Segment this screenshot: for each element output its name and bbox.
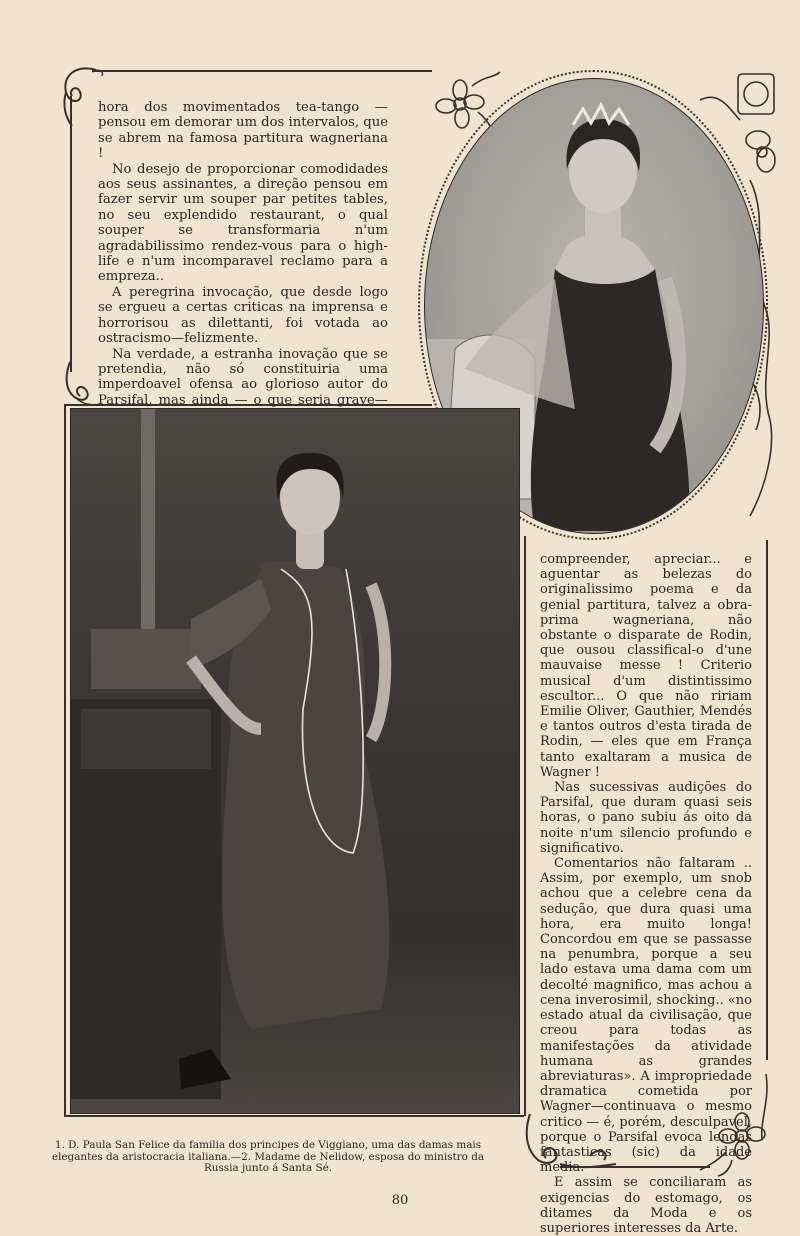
scroll-ornament-bottom-left-icon <box>62 360 102 410</box>
article-paragraph: Nas sucessivas audições do Parsifal, que duram quasi seis horas, o pano subiu ás oito da noite n'um silencio profundo e significativo. <box>540 780 752 856</box>
article-paragraph: Na verdade, a estranha inovação que se pretendia, não só constituiria uma imperdoavel ofensa ao glorioso autor do Parsifal, mas ainda — o que seria grave— <box>98 346 388 408</box>
standing-woman-figure-icon <box>71 409 519 1113</box>
article-paragraph: hora dos movimentados tea-tango — pensou em demorar um dos intervalos, que se abrem na famosa partitura wagneriana ! <box>98 100 388 162</box>
article-paragraph: compreender, apreciar... e aguentar as belezas do originalissimo poema e da genial partitura, talvez a obra-prima wagneriana, não obstante o disparate de Rodin, que ousou classifical-o d'une mauvaise messe ! Criterio musical d'um distintissimo escultor... O que não ririam Emilie Oliver, Gauthier, Mendés e tantos outros d'esta tirada de Rodin, — eles que em França tanto exaltaram a musica de Wagner ! <box>540 552 752 780</box>
frame-top-rule <box>92 70 432 72</box>
frame-right-col-right-rule <box>766 540 768 1060</box>
article-column-right <box>540 552 752 1236</box>
frame-photo-left-rule <box>64 404 66 1116</box>
frame-photo-bottom-rule <box>64 1115 524 1117</box>
page-number: 80 <box>391 1193 409 1208</box>
article-paragraph: No desejo de proporcionar comodidades aos seus assinantes, a direção pensou em fazer servir um souper par petites tables, no seu explendido restaurant, o qual souper se transformaria n'um agradabilissimo rendez-vous para o high-life e n'um incomparavel reclamo para a empreza.. <box>98 161 388 285</box>
article-paragraph: A peregrina invocação, que desde logo se ergueu a certas criticas na imprensa e horrorisou as dilettanti, foi votada ao ostracismo—felizmente. <box>98 284 388 347</box>
photo-caption: 1. D. Paula San Felice da familia dos principes de Viggiano, uma das damas mais elegantes da aristocracia italiana.—2. Madame de Nelidow, esposa do ministro da Russia junto á Santa Sé. <box>51 1139 485 1175</box>
article-paragraph: E assim se conciliaram as exigencias do estomago, os ditames da Moda e os superiores interesses da Arte. <box>540 1175 752 1236</box>
portrait-photo-paula-san-felice <box>70 408 520 1114</box>
article-paragraph: Comentarios não faltaram .. Assim, por exemplo, um snob achou que a celebre cena da sedução, que dura quasi uma hora, era muito longa! Concordou em que se passasse na penumbra, porque a seu lado estava uma dama com um decolté magnifico, mas achou a cena inverosimil, shocking.. «no estado atual da civilisação, que creou para todas as manifestações da atividade humana as grandes abreviaturas». A impropriedade dramatica cometida por Wagner—continuava o mesmo critico — é, porém, desculpavel, porque o Parsifal evoca lendas fantasticas (sic) da idade media. <box>540 856 753 1176</box>
frame-left-rule <box>70 96 72 372</box>
frame-right-col-left-rule <box>524 536 526 1116</box>
